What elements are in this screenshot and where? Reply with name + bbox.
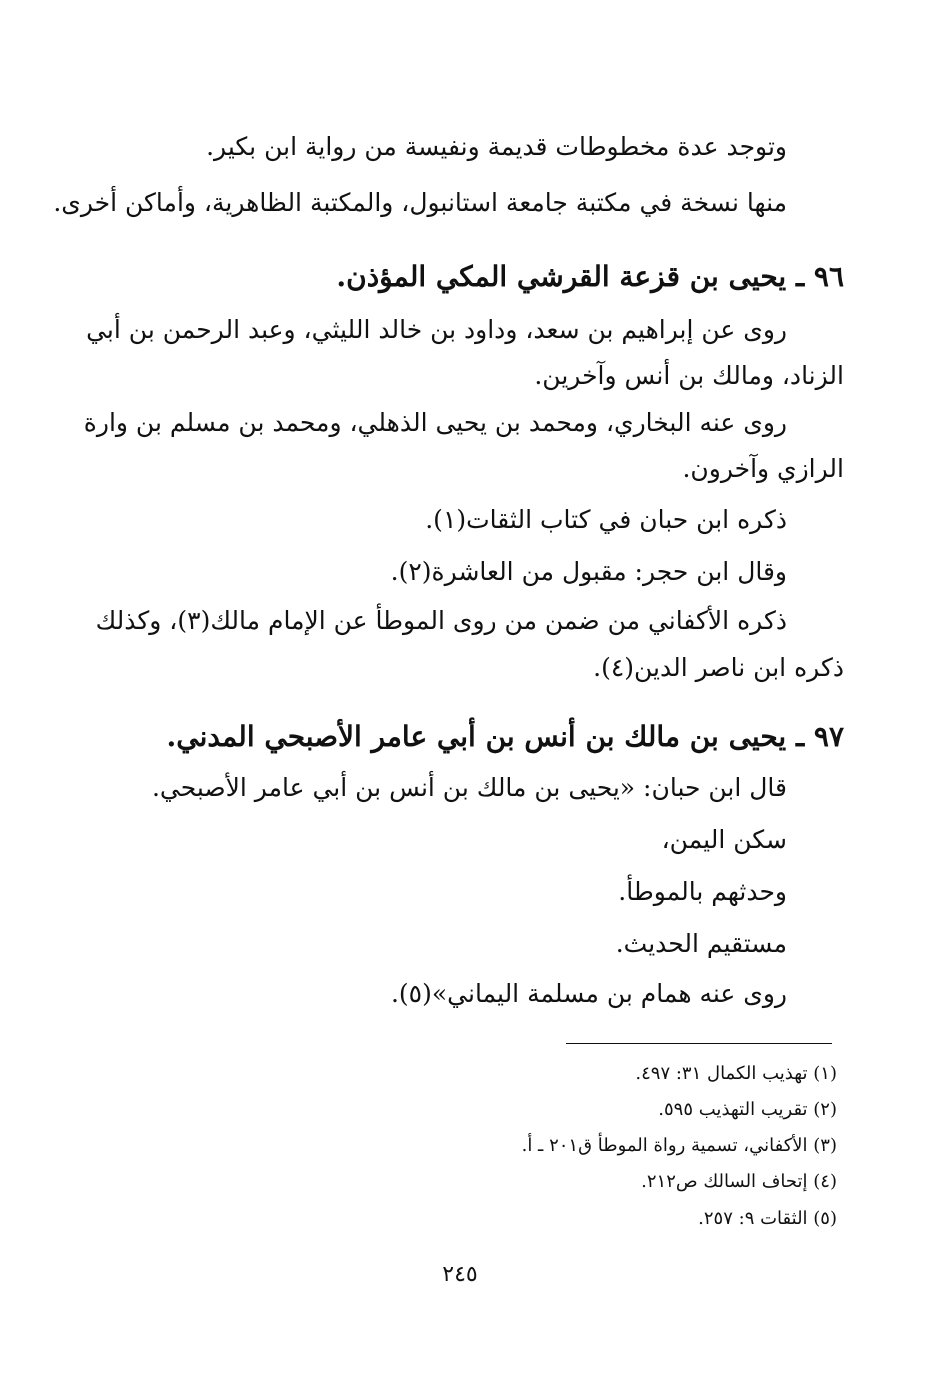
page-number: ٢٤٥	[442, 1262, 478, 1287]
footnote-1: (١) تهذيب الكمال ٣١: ٤٩٧.	[635, 1063, 837, 1084]
entry-96-p3: ذكره ابن حبان في كتاب الثقات(١).	[425, 505, 787, 534]
entry-96-p1-line-2: الزناد، ومالك بن أنس وآخرين.	[534, 361, 844, 390]
entry-96-p5-line-1: ذكره الأكفاني من ضمن من روى الموطأ عن الإمام مالك(٣)، وكذلك	[95, 606, 787, 635]
entry-97-quote-line-1: قال ابن حبان: «يحيى بن مالك بن أنس بن أبي عامر الأصبحي.	[151, 773, 787, 802]
entry-97-quote-line-3: وحدثهم بالموطأ.	[618, 877, 787, 906]
footnote-3: (٣) الأكفاني، تسمية رواة الموطأ ق٢٠١ ـ أ.	[521, 1135, 837, 1156]
entry-96-p1-line-1: روى عن إبراهيم بن سعد، وداود بن خالد الليثي، وعبد الرحمن بن أبي	[86, 315, 787, 344]
entry-96-p2-line-1: روى عنه البخاري، ومحمد بن يحيى الذهلي، ومحمد بن مسلم بن وارة	[83, 408, 787, 437]
intro-line-2: منها نسخة في مكتبة جامعة استانبول، والمكتبة الظاهرية، وأماكن أخرى.	[53, 188, 787, 217]
entry-96-p4: وقال ابن حجر: مقبول من العاشرة(٢).	[390, 557, 787, 586]
entry-96-p5-line-2: ذكره ابن ناصر الدين(٤).	[593, 653, 844, 682]
entry-97-quote-line-5: روى عنه همام بن مسلمة اليماني»(٥).	[390, 979, 787, 1008]
intro-line-1: وتوجد عدة مخطوطات قديمة ونفيسة من رواية ابن بكير.	[206, 132, 787, 161]
footnote-divider	[566, 1043, 832, 1044]
footnote-4: (٤) إتحاف السالك ص٢١٢.	[641, 1171, 837, 1192]
entry-96-p2-line-2: الرازي وآخرون.	[682, 454, 844, 483]
entry-97-heading: ٩٧ ـ يحيى بن مالك بن أنس بن أبي عامر الأصبحي المدني.	[166, 720, 844, 753]
footnote-2: (٢) تقريب التهذيب ٥٩٥.	[658, 1099, 837, 1120]
entry-96-heading: ٩٦ ـ يحيى بن قزعة القرشي المكي المؤذن.	[336, 260, 844, 293]
entry-97-quote-line-4: مستقيم الحديث.	[615, 929, 787, 958]
entry-97-quote-line-2: سكن اليمن،	[661, 825, 787, 854]
footnote-5: (٥) الثقات ٩: ٢٥٧.	[698, 1208, 837, 1229]
